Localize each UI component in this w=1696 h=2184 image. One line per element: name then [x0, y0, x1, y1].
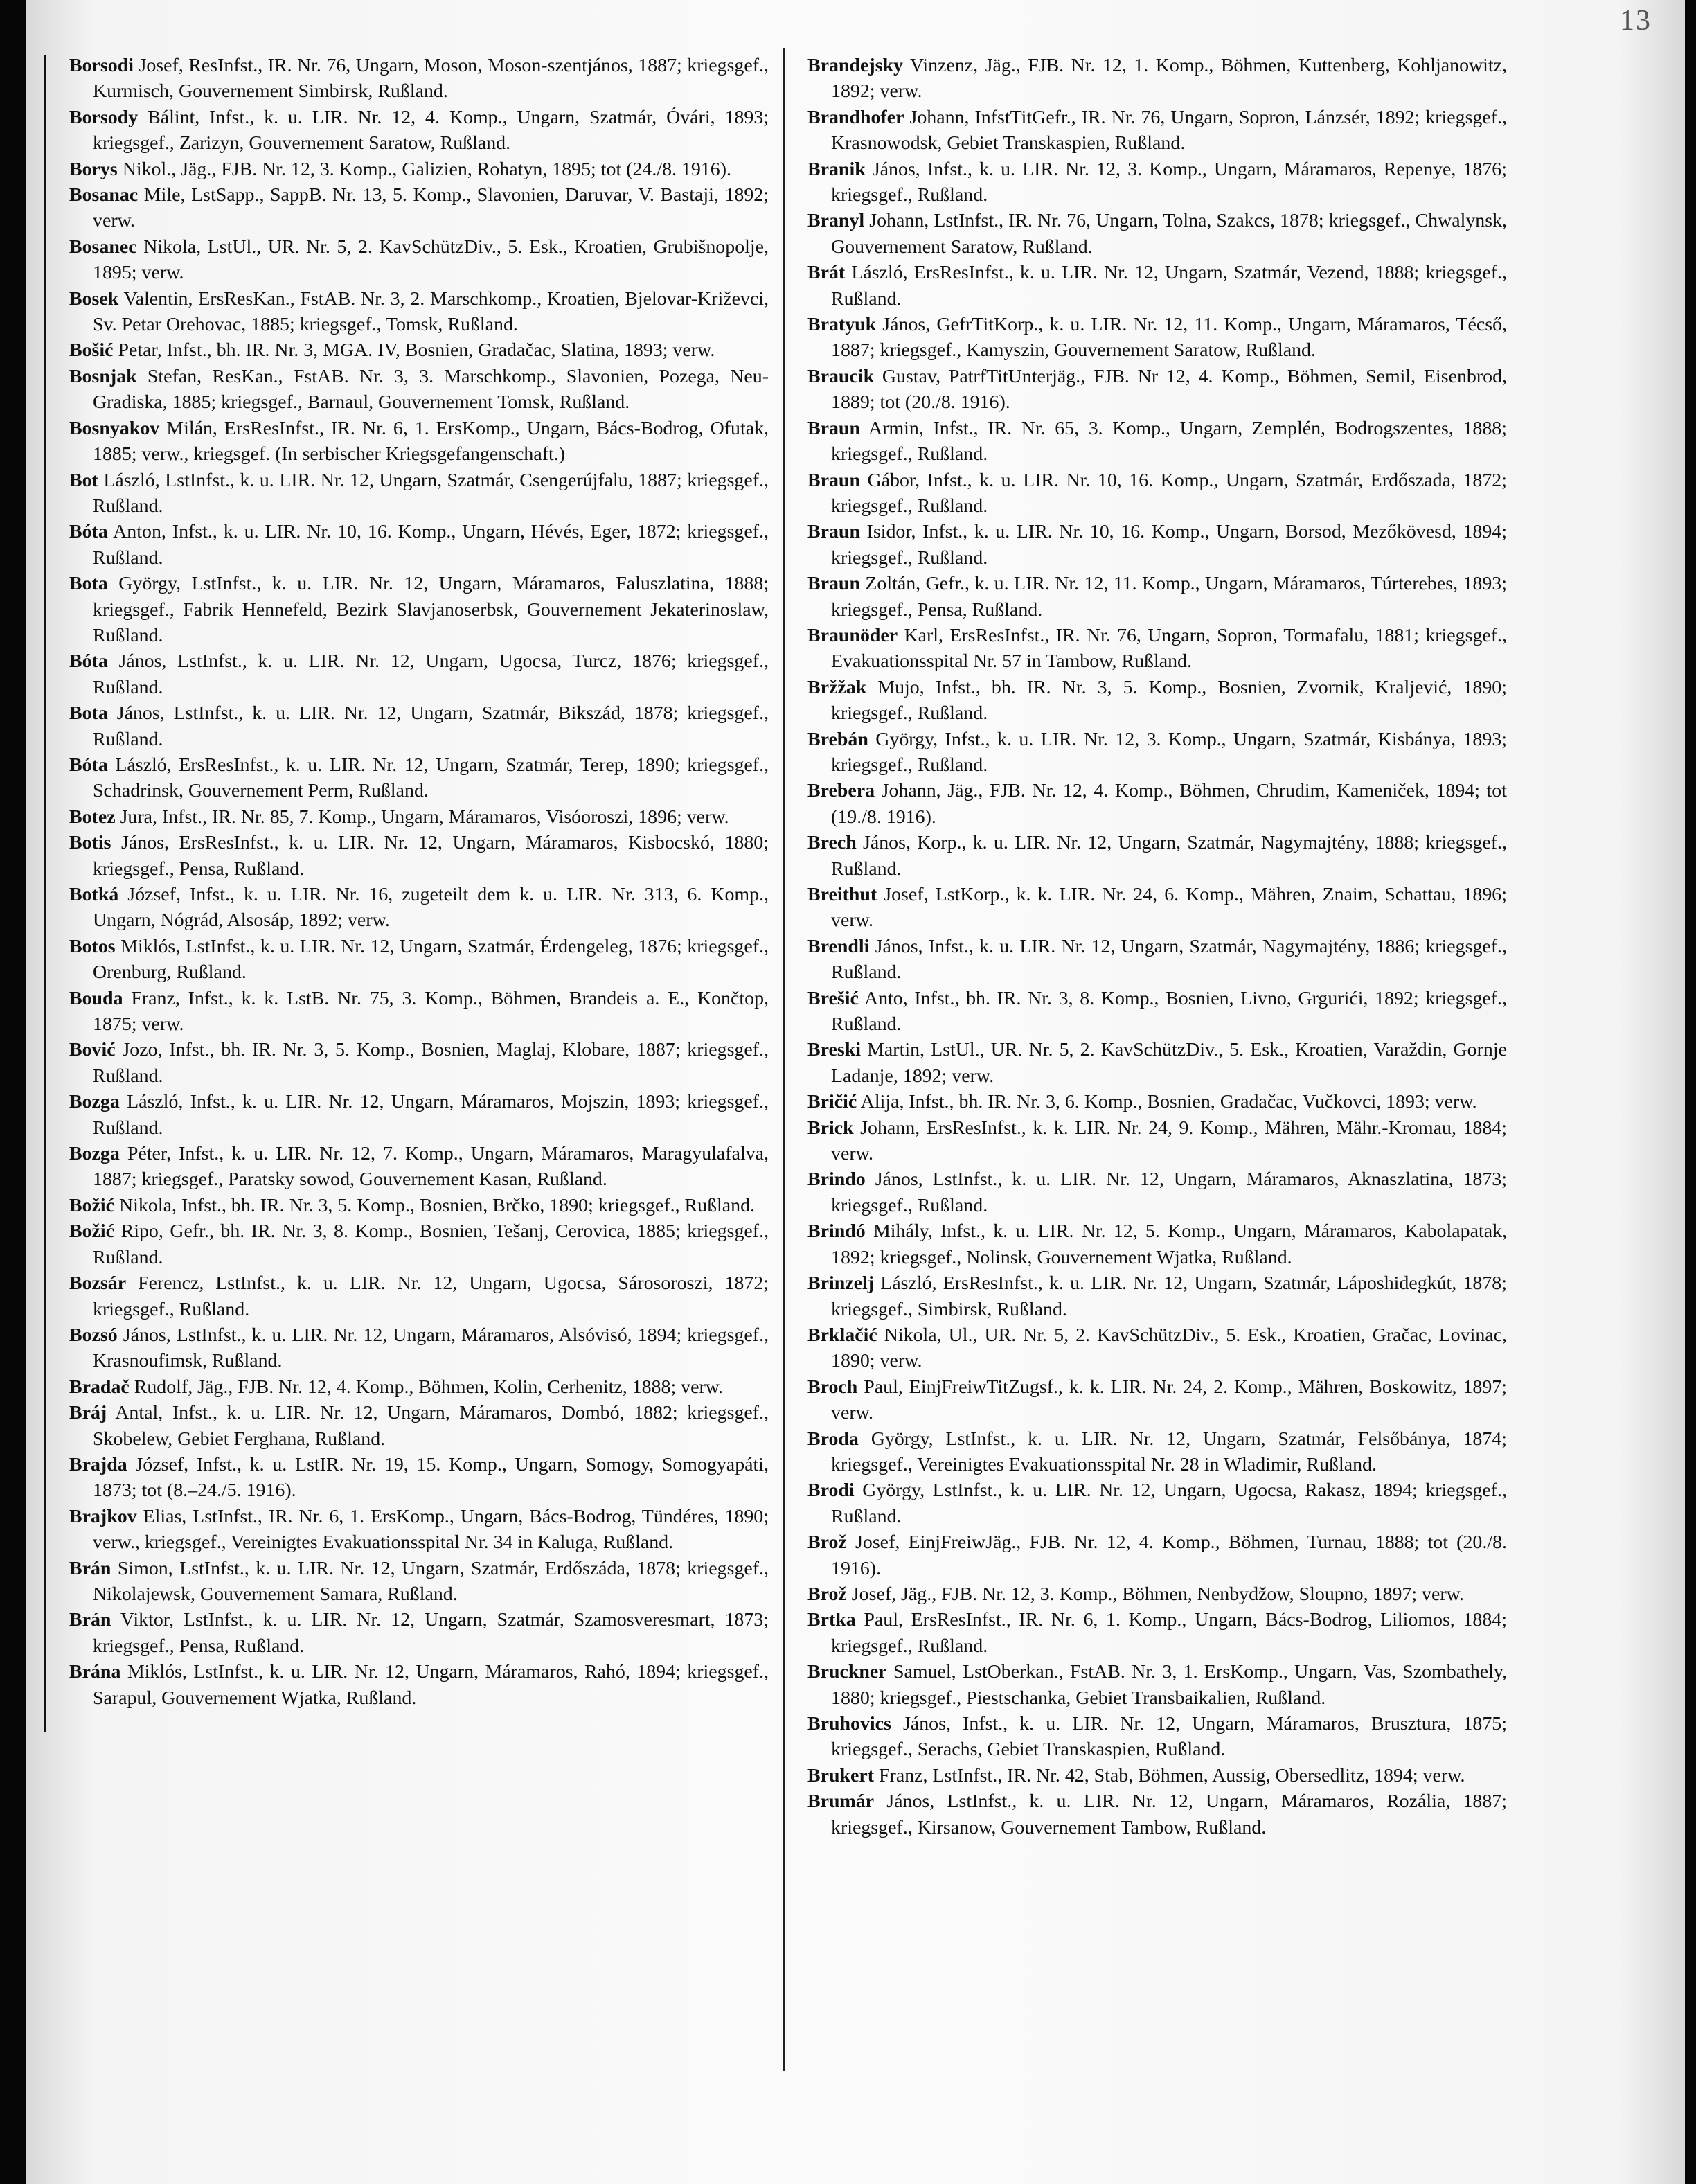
entry-details: János, Infst., k. u. LIR. Nr. 12, Ungarn, Máramaros, Brusztura, 1875; kriegsgef., Serachs, Gebiet Transkaspien, Rußland. — [831, 1713, 1507, 1761]
list-entry — [807, 986, 1507, 1038]
entry-details: Samuel, LstOberkan., FstAB. Nr. 3, 1. ErsKomp., Ungarn, Vas, Szombathely, 1880; kriegsgef., Piestschanka, Gebiet Transbaikalien, Rußland. — [831, 1661, 1507, 1709]
list-entry — [69, 105, 769, 157]
entry-details: Paul, EinjFreiwTitZugsf., k. k. LIR. Nr. 24, 2. Komp., Mähren, Boskowitz, 1897; verw. — [831, 1376, 1507, 1424]
list-entry — [807, 1581, 1507, 1607]
entry-details: János, LstInfst., k. u. LIR. Nr. 12, Ungarn, Ugocsa, Turcz, 1876; kriegsgef., Rußland. — [93, 650, 769, 698]
entry-details: Zoltán, Gefr., k. u. LIR. Nr. 12, 11. Komp., Ungarn, Máramaros, Túrterebes, 1893; kriegsgef., Pensa, Rußland. — [831, 573, 1507, 621]
list-entry — [807, 208, 1507, 260]
entry-details: György, LstInfst., k. u. LIR. Nr. 12, Ungarn, Máramaros, Faluszlatina, 1888; kriegsgef., Fabrik Hennefeld, Bezirk Slavjanoserbsk, Gouvernement Jekaterinoslaw, Rußland. — [93, 573, 769, 646]
entry-surname: Brtka — [807, 1609, 856, 1631]
entry-details: Karl, ErsResInfst., IR. Nr. 76, Ungarn, Sopron, Tormafalu, 1881; kriegsgef., Evakuationsspital Nr. 57 in Tambow, Rußland. — [831, 624, 1507, 673]
entry-details: Paul, ErsResInfst., IR. Nr. 6, 1. Komp., Ungarn, Bács-Bodrog, Liliomos, 1884; kriegsgef., Rußland. — [831, 1609, 1507, 1657]
paper-sheet — [26, 0, 1685, 2184]
entry-details: Johann, InfstTitGefr., IR. Nr. 76, Ungarn, Sopron, Lánzsér, 1892; kriegsgef., Krasnowodsk, Gebiet Transkaspien, Rußland. — [831, 106, 1507, 154]
entry-surname: Brána — [69, 1661, 121, 1683]
entry-details: Martin, LstUl., UR. Nr. 5, 2. KavSchützDiv., 5. Esk., Kroatien, Varaždin, Gornje Ladanje, 1892; verw. — [831, 1039, 1507, 1087]
entry-surname: Brešić — [807, 987, 859, 1009]
entry-surname: Brech — [807, 832, 857, 854]
list-entry — [807, 1166, 1507, 1218]
entry-details: Rudolf, Jäg., FJB. Nr. 12, 4. Komp., Böhmen, Kolin, Cerhenitz, 1888; verw. — [129, 1376, 724, 1398]
list-entry — [807, 934, 1507, 986]
list-entry — [69, 986, 769, 1038]
entry-surname: Bratyuk — [807, 314, 877, 336]
entry-surname: Braun — [807, 573, 860, 595]
entry-details: József, Infst., k. u. LstIR. Nr. 19, 15. Komp., Ungarn, Somogy, Somogyapáti, 1873; tot (8.–24./5. 1916). — [93, 1453, 769, 1502]
entry-details: Alija, Infst., bh. IR. Nr. 3, 6. Komp., Bosnien, Gradačac, Vučkovci, 1893; verw. — [857, 1091, 1477, 1113]
list-entry — [807, 157, 1507, 208]
entry-details: György, Infst., k. u. LIR. Nr. 12, 3. Komp., Ungarn, Szatmár, Kisbánya, 1893; kriegsgef., Rußland. — [831, 728, 1507, 776]
entry-details: Anton, Infst., k. u. LIR. Nr. 10, 16. Komp., Ungarn, Hévés, Eger, 1872; kriegsgef., Rußland. — [93, 521, 769, 569]
list-entry — [69, 934, 769, 986]
list-entry — [69, 157, 769, 182]
list-entry — [69, 53, 769, 105]
list-entry — [807, 623, 1507, 675]
entry-details: János, LstInfst., k. u. LIR. Nr. 12, Ungarn, Máramaros, Aknaszlatina, 1873; kriegsgef., Rußland. — [831, 1169, 1507, 1216]
page-number: 13 — [1620, 5, 1652, 37]
entry-surname: Bota — [69, 573, 108, 595]
entry-details: Josef, ResInfst., IR. Nr. 76, Ungarn, Moson, Moson-szentjános, 1887; kriegsgef., Kurmisch, Gouvernement Simbirsk, Rußland. — [93, 55, 769, 103]
entry-surname: Bosnjak — [69, 365, 137, 387]
list-entry — [69, 1037, 769, 1089]
entry-details: Armin, Infst., IR. Nr. 65, 3. Komp., Ungarn, Zemplén, Bodrogszentes, 1888; kriegsgef., Rußland. — [831, 417, 1507, 465]
entry-details: József, Infst., k. u. LIR. Nr. 16, zugeteilt dem k. u. LIR. Nr. 313, 6. Komp., Ungarn, Nógrád, Alsosáp, 1892; verw. — [93, 884, 769, 932]
entry-surname: Borsody — [69, 106, 139, 128]
entry-surname: Bóta — [69, 650, 108, 673]
list-entry — [69, 416, 769, 468]
list-entry — [69, 648, 769, 700]
entry-details: Gábor, Infst., k. u. LIR. Nr. 10, 16. Komp., Ungarn, Szatmár, Erdőszada, 1872; kriegsgef., Rußland. — [831, 469, 1507, 517]
entry-surname: Bosek — [69, 287, 119, 310]
list-entry — [807, 1607, 1507, 1659]
left-column — [69, 53, 769, 1711]
entry-surname: Brož — [807, 1583, 847, 1605]
entry-surname: Brindó — [807, 1220, 866, 1243]
list-entry — [69, 1089, 769, 1141]
entry-surname: Bóta — [69, 754, 108, 776]
entry-details: János, LstInfst., k. u. LIR. Nr. 12, Ungarn, Máramaros, Rozália, 1887; kriegsgef., Kirsanow, Gouvernement Tambow, Rußland. — [831, 1791, 1507, 1838]
entry-surname: Bozsár — [69, 1272, 127, 1295]
entry-details: Franz, LstInfst., IR. Nr. 42, Stab, Böhmen, Aussig, Obersedlitz, 1894; verw. — [874, 1764, 1465, 1786]
entry-surname: Bović — [69, 1039, 116, 1061]
list-entry — [807, 1218, 1507, 1270]
entry-details: Valentin, ErsResKan., FstAB. Nr. 3, 2. Marschkomp., Kroatien, Bjelovar-Križevci, Sv. Petar Orehovac, 1885; kriegsgef., Tomsk, Rußland. — [93, 287, 769, 336]
entry-surname: Braun — [807, 521, 860, 543]
list-entry — [807, 416, 1507, 468]
entry-details: Ferencz, LstInfst., k. u. LIR. Nr. 12, Ungarn, Ugocsa, Sárosoroszi, 1872; kriegsgef., Rußland. — [93, 1272, 769, 1320]
entry-details: János, LstInfst., k. u. LIR. Nr. 12, Ungarn, Máramaros, Alsóvisó, 1894; kriegsgef., Krasnoufimsk, Rußland. — [93, 1324, 769, 1372]
list-entry — [807, 260, 1507, 312]
list-entry — [807, 675, 1507, 727]
list-entry — [69, 700, 769, 752]
entry-surname: Botos — [69, 935, 116, 957]
entry-details: Nikola, LstUl., UR. Nr. 5, 2. KavSchützDiv., 5. Esk., Kroatien, Grubišnopolje, 1895; verw. — [93, 236, 769, 284]
list-entry — [807, 1426, 1507, 1478]
entry-details: László, ErsResInfst., k. u. LIR. Nr. 12, Ungarn, Szatmár, Terep, 1890; kriegsgef., Schadrinsk, Gouvernement Perm, Rußland. — [93, 754, 769, 802]
entry-surname: Bozsó — [69, 1324, 118, 1346]
list-entry — [69, 1374, 769, 1400]
entry-surname: Brebán — [807, 728, 868, 750]
list-entry — [807, 468, 1507, 520]
entry-details: Isidor, Infst., k. u. LIR. Nr. 10, 16. Komp., Ungarn, Borsod, Mezőkövesd, 1894; kriegsgef., Rußland. — [831, 521, 1507, 569]
entry-surname: Brick — [807, 1117, 854, 1139]
entry-surname: Božić — [69, 1220, 115, 1243]
entry-details: László, Infst., k. u. LIR. Nr. 12, Ungarn, Máramaros, Mojszin, 1893; kriegsgef., Rußland. — [93, 1091, 769, 1139]
right-column — [807, 53, 1507, 1840]
list-entry — [69, 519, 769, 571]
list-entry — [69, 1141, 769, 1193]
entry-surname: Brandejsky — [807, 55, 903, 76]
entry-details: Elias, LstInfst., IR. Nr. 6, 1. ErsKomp., Ungarn, Bács-Bodrog, Tündéres, 1890; verw., kriegsgef., Vereinigtes Evakuationsspital Nr. 34 in Kaluga, Rußland. — [93, 1505, 769, 1554]
entry-surname: Botis — [69, 832, 111, 854]
entry-surname: Brindo — [807, 1169, 866, 1191]
entry-surname: Bričić — [807, 1091, 857, 1113]
list-entry — [807, 105, 1507, 157]
entry-details: János, Korp., k. u. LIR. Nr. 12, Ungarn, Szatmár, Nagymajtény, 1888; kriegsgef., Rußland. — [831, 832, 1507, 880]
entry-details: Petar, Infst., bh. IR. Nr. 3, MGA. IV, Bosnien, Gradačac, Slatina, 1893; verw. — [113, 339, 715, 362]
entry-details: Miklós, LstInfst., k. u. LIR. Nr. 12, Ungarn, Máramaros, Rahó, 1894; kriegsgef., Sarapul, Gouvernement Wjatka, Rußland. — [93, 1661, 769, 1709]
entry-surname: Breithut — [807, 884, 877, 905]
entry-details: Gustav, PatrfTitUnterjäg., FJB. Nr 12, 4. Komp., Böhmen, Semil, Eisenbrod, 1889; tot (20./8. 1916). — [831, 365, 1507, 414]
list-entry — [807, 53, 1507, 105]
entry-surname: Brož — [807, 1532, 847, 1554]
entry-details: László, LstInfst., k. u. LIR. Nr. 12, Ungarn, Szatmár, Csengerújfalu, 1887; kriegsgef., Rußland. — [93, 469, 769, 517]
entry-details: János, LstInfst., k. u. LIR. Nr. 12, Ungarn, Szatmár, Bikszád, 1878; kriegsgef., Rußland. — [93, 702, 769, 750]
list-entry — [69, 882, 769, 934]
entry-surname: Brumár — [807, 1791, 875, 1813]
entry-details: Johann, ErsResInfst., k. k. LIR. Nr. 24, 9. Komp., Mähren, Mähr.-Kromau, 1884; verw. — [831, 1117, 1507, 1165]
list-entry — [807, 1322, 1507, 1374]
entry-details: Johann, LstInfst., IR. Nr. 76, Ungarn, Tolna, Szakcs, 1878; kriegsgef., Chwalynsk, Gouvernement Saratow, Rußland. — [831, 210, 1507, 258]
entry-details: Nikola, Infst., bh. IR. Nr. 3, 5. Komp., Bosnien, Brčko, 1890; kriegsgef., Rußland. — [114, 1194, 756, 1216]
list-entry — [69, 468, 769, 520]
entry-details: György, LstInfst., k. u. LIR. Nr. 12, Ungarn, Ugocsa, Rakasz, 1894; kriegsgef., Rußland. — [831, 1480, 1507, 1527]
entry-surname: Bouda — [69, 987, 123, 1009]
list-entry — [69, 1270, 769, 1322]
entry-details: Josef, EinjFreiwJäg., FJB. Nr. 12, 4. Komp., Böhmen, Turnau, 1888; tot (20./8. 1916). — [831, 1532, 1507, 1579]
list-entry — [807, 1659, 1507, 1711]
list-entry — [69, 1504, 769, 1556]
list-entry — [807, 830, 1507, 882]
list-entry — [69, 830, 769, 882]
list-entry — [807, 882, 1507, 934]
list-entry — [69, 1322, 769, 1374]
list-entry — [69, 1218, 769, 1270]
entry-surname: Broch — [807, 1376, 858, 1398]
entry-surname: Brán — [69, 1609, 111, 1631]
list-entry — [69, 1607, 769, 1659]
entry-surname: Brán — [69, 1557, 111, 1579]
entry-surname: Braunöder — [807, 624, 898, 646]
list-entry — [69, 182, 769, 234]
entry-surname: Brodi — [807, 1480, 855, 1502]
list-entry — [69, 1400, 769, 1452]
list-entry — [807, 571, 1507, 623]
list-entry — [807, 727, 1507, 779]
entry-details: Franz, Infst., k. k. LstB. Nr. 75, 3. Komp., Böhmen, Brandeis a. E., Končtop, 1875; verw. — [93, 987, 769, 1036]
list-entry — [807, 1089, 1507, 1115]
left-margin-rule — [44, 55, 46, 1732]
entry-details: Nikol., Jäg., FJB. Nr. 12, 3. Komp., Galizien, Rohatyn, 1895; tot (24./8. 1916). — [117, 158, 731, 180]
entry-surname: Branik — [807, 158, 866, 180]
entry-details: Johann, Jäg., FJB. Nr. 12, 4. Komp., Böhmen, Chrudim, Kameniček, 1894; tot (19./8. 1916). — [831, 780, 1507, 828]
entry-surname: Botez — [69, 806, 116, 828]
list-entry — [69, 364, 769, 416]
entry-details: Milán, ErsResInfst., IR. Nr. 6, 1. ErsKomp., Ungarn, Bács-Bodrog, Ofutak, 1885; verw., kriegsgef. (In serbischer Kriegsgefangenschaft.) — [93, 417, 769, 465]
entry-surname: Botká — [69, 884, 119, 905]
list-entry — [69, 286, 769, 338]
entry-details: Antal, Infst., k. u. LIR. Nr. 12, Ungarn, Máramaros, Dombó, 1882; kriegsgef., Skobelew, Gebiet Ferghana, Rußland. — [93, 1402, 769, 1450]
list-entry — [69, 1193, 769, 1218]
entry-details: László, ErsResInfst., k. u. LIR. Nr. 12, Ungarn, Szatmár, Vezend, 1888; kriegsgef., Rußland. — [831, 262, 1507, 310]
entry-details: Mile, LstSapp., SappB. Nr. 13, 5. Komp., Slavonien, Daruvar, V. Bastaji, 1892; verw. — [93, 184, 769, 232]
entry-surname: Bozga — [69, 1143, 120, 1165]
entry-details: János, Infst., k. u. LIR. Nr. 12, 3. Komp., Ungarn, Máramaros, Repenye, 1876; kriegsgef., Rußland. — [831, 158, 1507, 206]
entry-surname: Bruhovics — [807, 1713, 891, 1734]
entry-details: Jura, Infst., IR. Nr. 85, 7. Komp., Ungarn, Máramaros, Visóoroszi, 1896; verw. — [115, 806, 729, 828]
entry-surname: Bradač — [69, 1376, 130, 1398]
entry-surname: Borys — [69, 158, 118, 180]
list-entry — [69, 337, 769, 363]
column-divider — [783, 48, 785, 2071]
entry-details: Anto, Infst., bh. IR. Nr. 3, 8. Komp., Bosnien, Livno, Grgurići, 1892; kriegsgef., Rußland. — [831, 987, 1507, 1036]
entry-details: Josef, Jäg., FJB. Nr. 12, 3. Komp., Böhmen, Nenbydžow, Sloupno, 1897; verw. — [846, 1583, 1464, 1605]
entry-surname: Brajda — [69, 1453, 127, 1475]
entry-details: Stefan, ResKan., FstAB. Nr. 3, 3. Marschkomp., Slavonien, Pozega, Neu-Gradiska, 1885; kriegsgef., Barnaul, Gouvernement Tomsk, Rußland. — [93, 365, 769, 414]
entry-surname: Bot — [69, 469, 98, 491]
entry-details: Viktor, LstInfst., k. u. LIR. Nr. 12, Ungarn, Szatmár, Szamosveresmart, 1873; kriegsgef., Pensa, Rußland. — [93, 1609, 769, 1657]
entry-details: György, LstInfst., k. u. LIR. Nr. 12, Ungarn, Szatmár, Felsőbánya, 1874; kriegsgef., Vereinigtes Evakuationsspital Nr. 28 in Wladimir, Rußland. — [831, 1428, 1507, 1475]
entry-details: János, ErsResInfst., k. u. LIR. Nr. 12, Ungarn, Máramaros, Kisbocskó, 1880; kriegsgef., Pensa, Rußland. — [93, 832, 769, 880]
list-entry — [807, 1477, 1507, 1529]
entry-surname: Bosnyakov — [69, 417, 160, 439]
entry-surname: Brendli — [807, 935, 870, 957]
entry-surname: Brebera — [807, 780, 875, 802]
list-entry — [807, 1037, 1507, 1089]
entry-details: János, Infst., k. u. LIR. Nr. 12, Ungarn, Szatmár, Nagymajtény, 1886; kriegsgef., Rußland. — [831, 935, 1507, 984]
entry-details: Vinzenz, Jäg., FJB. Nr. 12, 1. Komp., Böhmen, Kuttenberg, Kohljanowitz, 1892; verw. — [831, 55, 1507, 103]
entry-details: Jozo, Infst., bh. IR. Nr. 3, 5. Komp., Bosnien, Maglaj, Klobare, 1887; kriegsgef., Rußland. — [93, 1039, 769, 1087]
list-entry — [69, 571, 769, 648]
list-entry — [807, 1270, 1507, 1322]
list-entry — [807, 1115, 1507, 1167]
entry-surname: Brandhofer — [807, 106, 904, 128]
entry-details: Simon, LstInfst., k. u. LIR. Nr. 12, Ungarn, Szatmár, Erdőszáda, 1878; kriegsgef., Nikolajewsk, Gouvernement Samara, Rußland. — [93, 1557, 769, 1605]
list-entry — [69, 1556, 769, 1608]
list-entry — [807, 1788, 1507, 1840]
entry-surname: Braun — [807, 469, 860, 491]
list-entry — [807, 778, 1507, 830]
entry-surname: Brinzelj — [807, 1272, 875, 1295]
entry-surname: Bosanec — [69, 236, 137, 258]
entry-surname: Bóta — [69, 521, 108, 543]
entry-surname: Božić — [69, 1194, 115, 1216]
entry-surname: Bošić — [69, 339, 114, 362]
entry-surname: Brát — [807, 262, 846, 284]
entry-surname: Braun — [807, 417, 860, 439]
list-entry — [807, 1711, 1507, 1763]
entry-surname: Bráj — [69, 1402, 107, 1424]
entry-details: Bálint, Infst., k. u. LIR. Nr. 12, 4. Komp., Ungarn, Szatmár, Óvári, 1893; kriegsgef., Zarizyn, Gouvernement Saratow, Rußland. — [93, 106, 769, 154]
entry-surname: Bosanac — [69, 184, 139, 206]
entry-surname: Bruckner — [807, 1661, 887, 1683]
entry-details: János, GefrTitKorp., k. u. LIR. Nr. 12, 11. Komp., Ungarn, Máramaros, Técső, 1887; kriegsgef., Kamyszin, Gouvernement Saratow, Rußland. — [831, 314, 1507, 362]
list-entry — [807, 519, 1507, 571]
list-entry — [69, 804, 769, 830]
entry-surname: Brklačić — [807, 1324, 877, 1346]
list-entry — [807, 1529, 1507, 1581]
entry-surname: Bota — [69, 702, 108, 725]
entry-surname: Broda — [807, 1428, 859, 1450]
list-entry — [69, 1452, 769, 1504]
entry-surname: Breski — [807, 1039, 861, 1061]
entry-surname: Bozga — [69, 1091, 120, 1113]
entry-details: Mujo, Infst., bh. IR. Nr. 3, 5. Komp., Bosnien, Zvornik, Kraljević, 1890; kriegsgef., Rußland. — [831, 676, 1507, 725]
list-entry — [807, 312, 1507, 364]
entry-surname: Brukert — [807, 1764, 875, 1786]
entry-details: Mihály, Infst., k. u. LIR. Nr. 12, 5. Komp., Ungarn, Máramaros, Kabolapatak, 1892; kriegsgef., Nolinsk, Gouvernement Wjatka, Rußland. — [831, 1220, 1507, 1268]
entry-details: Péter, Infst., k. u. LIR. Nr. 12, 7. Komp., Ungarn, Máramaros, Maragyulafalva, 1887; kriegsgef., Paratsky sowod, Gouvernement Kasan, Rußland. — [93, 1143, 769, 1191]
entry-details: Josef, LstKorp., k. k. LIR. Nr. 24, 6. Komp., Mähren, Znaim, Schattau, 1896; verw. — [831, 884, 1507, 932]
list-entry — [69, 1659, 769, 1711]
entry-details: Miklós, LstInfst., k. u. LIR. Nr. 12, Ungarn, Szatmár, Érdengeleg, 1876; kriegsgef., Orenburg, Rußland. — [93, 935, 769, 984]
entry-surname: Borsodi — [69, 55, 134, 76]
entry-details: Ripo, Gefr., bh. IR. Nr. 3, 8. Komp., Bosnien, Tešanj, Cerovica, 1885; kriegsgef., Rußland. — [93, 1220, 769, 1268]
entry-surname: Branyl — [807, 210, 865, 232]
entry-details: Nikola, Ul., UR. Nr. 5, 2. KavSchützDiv., 5. Esk., Kroatien, Gračac, Lovinac, 1890; verw. — [831, 1324, 1507, 1372]
list-entry — [807, 1374, 1507, 1426]
entry-surname: Bržžak — [807, 676, 867, 698]
list-entry — [69, 752, 769, 804]
list-entry — [69, 234, 769, 286]
list-entry — [807, 364, 1507, 416]
entry-surname: Brajkov — [69, 1505, 137, 1527]
entry-details: László, ErsResInfst., k. u. LIR. Nr. 12, Ungarn, Szatmár, Láposhidegkút, 1878; kriegsgef., Simbirsk, Rußland. — [831, 1272, 1507, 1320]
list-entry — [807, 1763, 1507, 1788]
entry-surname: Braucik — [807, 365, 875, 387]
